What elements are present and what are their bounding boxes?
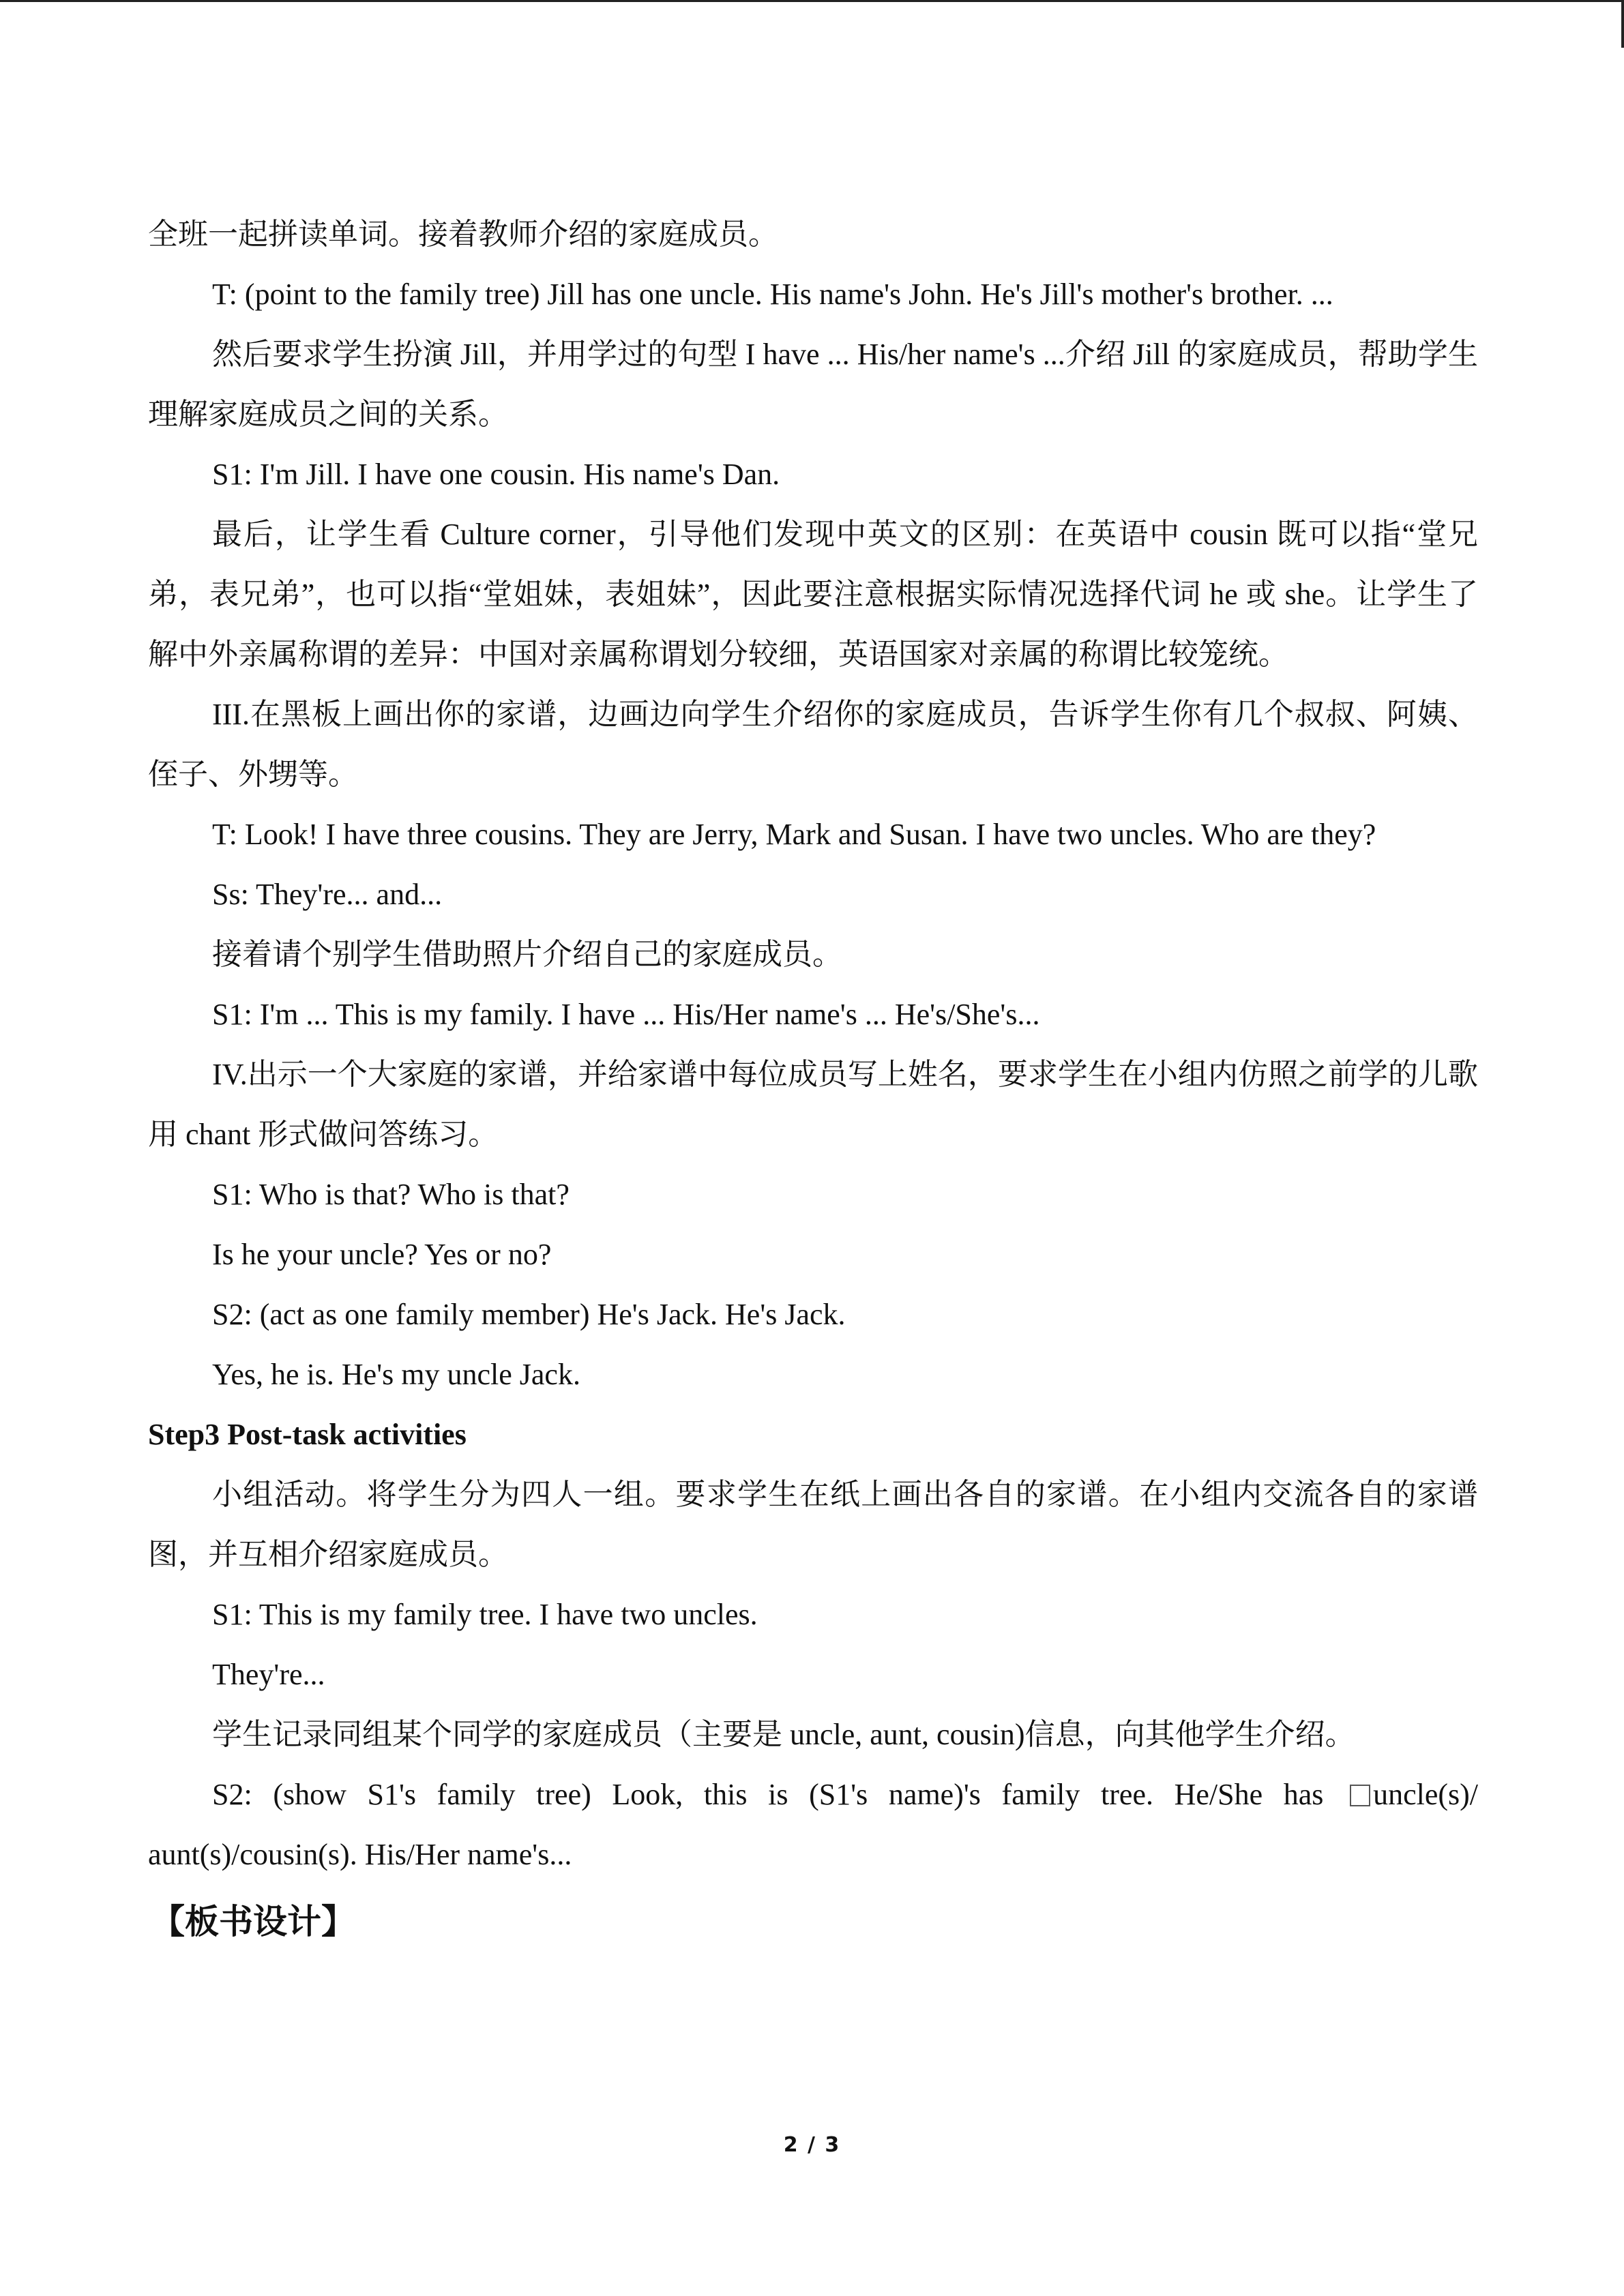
dialogue-line: S1: I'm Jill. I have one cousin. His name's Dan. <box>212 458 780 491</box>
dialogue-line: They're... <box>212 1658 325 1691</box>
top-border <box>0 0 1624 2</box>
text-line: 接着请个别学生借助照片介绍自己的家庭成员。 <box>212 938 842 971</box>
dialogue-line: T: (point to the family tree) Jill has one uncle. His name's John. He's Jill's mother's brother. ... <box>212 278 1333 311</box>
dialogue-line: S1: Who is that? Who is that? <box>212 1178 570 1211</box>
paragraph: 最后，让学生看 Culture corner，引导他们发现中英文的区别：在英语中 cousin 既可以指“堂兄弟，表兄弟”，也可以指“堂姐妹，表姐妹”，因此要注意根据实际情况选择代词 he 或 she。让学生了解中外亲属称谓的差异：中国对亲属称谓划分较细，英语国家对亲属的称谓比较笼统。 <box>148 518 1478 671</box>
paragraph: 然后要求学生扮演 Jill，并用学过的句型 I have ... His/her name's ...介绍 Jill 的家庭成员，帮助学生理解家庭成员之间的关系。 <box>148 338 1478 431</box>
paragraph: III.在黑板上画出你的家谱，边画边向学生介绍你的家庭成员，告诉学生你有几个叔叔、阿姨、侄子、外甥等。 <box>148 698 1478 791</box>
dialogue-line: T: Look! I have three cousins. They are Jerry, Mark and Susan. I have two uncles. Who are they? <box>212 818 1376 851</box>
dialogue-line: S2: (act as one family member) He's Jack. He's Jack. <box>212 1298 846 1331</box>
dialogue-line: Is he your uncle? Yes or no? <box>212 1238 552 1271</box>
blank-box <box>1350 1785 1370 1806</box>
document-body <box>148 205 1478 1956</box>
dialogue-line <box>148 1765 1478 1825</box>
step-heading: Step3 Post-task activities <box>148 1418 467 1451</box>
page-number: 2 / 3 <box>783 2133 841 2157</box>
right-border <box>1621 0 1624 48</box>
dialogue-line: S1: I'm ... This is my family. I have ... His/Her name's ... He's/She's... <box>212 998 1040 1031</box>
text-line: 学生记录同组某个同学的家庭成员（主要是 uncle, aunt, cousin)信息，向其他学生介绍。 <box>212 1718 1355 1751</box>
dialogue-text: S2: (show S1's family tree) Look, this is (S1's name)'s family tree. He/She has <box>212 1778 1324 1811</box>
paragraph: 小组活动。将学生分为四人一组。要求学生在纸上画出各自的家谱。在小组内交流各自的家谱图，并互相介绍家庭成员。 <box>148 1478 1478 1571</box>
dialogue-text: uncle(s)/ <box>1373 1778 1479 1811</box>
dialogue-line: Yes, he is. He's my uncle Jack. <box>212 1358 580 1391</box>
dialogue-line: S1: This is my family tree. I have two uncles. <box>212 1598 758 1631</box>
dialogue-line: aunt(s)/cousin(s). His/Her name's... <box>148 1838 572 1871</box>
paragraph: IV.出示一个大家庭的家谱，并给家谱中每位成员写上姓名，要求学生在小组内仿照之前学的儿歌用 chant 形式做问答练习。 <box>148 1058 1478 1151</box>
dialogue-line: Ss: They're... and... <box>212 878 443 911</box>
text-line: 全班一起拼读单词。接着教师介绍的家庭成员。 <box>148 218 778 251</box>
section-heading: 【板书设计】 <box>151 1902 355 1941</box>
